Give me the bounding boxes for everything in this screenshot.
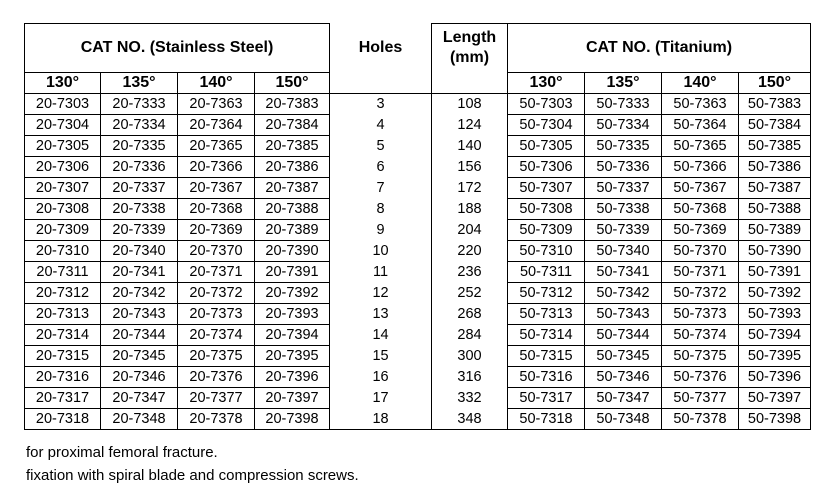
ss-cat-cell: 20-7392	[255, 283, 330, 304]
holes-cell: 12	[330, 283, 432, 304]
ti-cat-cell: 50-7396	[739, 367, 811, 388]
ss-cat-cell: 20-7309	[25, 220, 101, 241]
angle-130: 130°	[25, 73, 101, 94]
table-row	[25, 199, 811, 220]
length-cell: 316	[432, 367, 508, 388]
ti-cat-cell: 50-7395	[739, 346, 811, 367]
length-cell: 156	[432, 157, 508, 178]
ss-cat-cell: 20-7374	[178, 325, 255, 346]
length-cell: 332	[432, 388, 508, 409]
ss-cat-cell: 20-7317	[25, 388, 101, 409]
ti-cat-cell: 50-7368	[662, 199, 739, 220]
ss-cat-cell: 20-7333	[101, 94, 178, 115]
angle-140: 140°	[178, 73, 255, 94]
ss-cat-cell: 20-7318	[25, 409, 101, 430]
ss-cat-cell: 20-7389	[255, 220, 330, 241]
ti-cat-cell: 50-7365	[662, 136, 739, 157]
ss-cat-cell: 20-7307	[25, 178, 101, 199]
ti-angle-135: 135°	[585, 73, 662, 94]
ss-cat-cell: 20-7373	[178, 304, 255, 325]
ti-cat-cell: 50-7316	[508, 367, 585, 388]
ti-cat-cell: 50-7305	[508, 136, 585, 157]
ti-cat-cell: 50-7391	[739, 262, 811, 283]
length-cell: 300	[432, 346, 508, 367]
ti-cat-cell: 50-7345	[585, 346, 662, 367]
ss-cat-cell: 20-7365	[178, 136, 255, 157]
ss-cat-cell: 20-7390	[255, 241, 330, 262]
table-row	[25, 283, 811, 304]
length-cell: 172	[432, 178, 508, 199]
table-row	[25, 346, 811, 367]
ss-cat-cell: 20-7367	[178, 178, 255, 199]
holes-cell: 6	[330, 157, 432, 178]
ti-cat-cell: 50-7306	[508, 157, 585, 178]
table-row	[25, 262, 811, 283]
ss-cat-cell: 20-7342	[101, 283, 178, 304]
ti-cat-cell: 50-7389	[739, 220, 811, 241]
ti-cat-cell: 50-7318	[508, 409, 585, 430]
holes-cell: 7	[330, 178, 432, 199]
ss-cat-cell: 20-7372	[178, 283, 255, 304]
ss-cat-cell: 20-7391	[255, 262, 330, 283]
catalog-table	[24, 23, 811, 430]
ti-cat-cell: 50-7338	[585, 199, 662, 220]
ti-cat-cell: 50-7311	[508, 262, 585, 283]
ti-cat-cell: 50-7304	[508, 115, 585, 136]
ti-cat-cell: 50-7317	[508, 388, 585, 409]
holes-cell: 18	[330, 409, 432, 430]
ss-cat-cell: 20-7395	[255, 346, 330, 367]
ti-cat-cell: 50-7398	[739, 409, 811, 430]
angle-150: 150°	[255, 73, 330, 94]
ti-cat-cell: 50-7339	[585, 220, 662, 241]
length-cell: 188	[432, 199, 508, 220]
ti-cat-cell: 50-7347	[585, 388, 662, 409]
ti-cat-cell: 50-7388	[739, 199, 811, 220]
ss-cat-cell: 20-7335	[101, 136, 178, 157]
ss-cat-cell: 20-7311	[25, 262, 101, 283]
table-row	[25, 388, 811, 409]
ti-cat-cell: 50-7308	[508, 199, 585, 220]
length-header-line1: Length	[442, 29, 497, 47]
ss-cat-cell: 20-7303	[25, 94, 101, 115]
ss-cat-cell: 20-7341	[101, 262, 178, 283]
ti-cat-cell: 50-7335	[585, 136, 662, 157]
ss-cat-cell: 20-7393	[255, 304, 330, 325]
holes-cell: 16	[330, 367, 432, 388]
ti-cat-cell: 50-7334	[585, 115, 662, 136]
table-row	[25, 178, 811, 199]
ss-cat-cell: 20-7346	[101, 367, 178, 388]
ss-cat-cell: 20-7384	[255, 115, 330, 136]
table-row	[25, 94, 811, 115]
ti-cat-cell: 50-7397	[739, 388, 811, 409]
ss-cat-cell: 20-7398	[255, 409, 330, 430]
ti-cat-cell: 50-7374	[662, 325, 739, 346]
holes-cell: 17	[330, 388, 432, 409]
length-cell: 252	[432, 283, 508, 304]
ss-cat-cell: 20-7313	[25, 304, 101, 325]
ti-cat-cell: 50-7340	[585, 241, 662, 262]
ti-angle-140: 140°	[662, 73, 739, 94]
length-cell: 140	[432, 136, 508, 157]
ti-cat-cell: 50-7378	[662, 409, 739, 430]
holes-spacer	[330, 73, 432, 94]
ss-cat-cell: 20-7344	[101, 325, 178, 346]
table-row	[25, 157, 811, 178]
ss-cat-cell: 20-7364	[178, 115, 255, 136]
ti-cat-cell: 50-7307	[508, 178, 585, 199]
ti-cat-cell: 50-7384	[739, 115, 811, 136]
table-row	[25, 409, 811, 430]
ti-cat-cell: 50-7315	[508, 346, 585, 367]
holes-cell: 9	[330, 220, 432, 241]
ti-cat-cell: 50-7390	[739, 241, 811, 262]
ss-cat-cell: 20-7377	[178, 388, 255, 409]
ti-cat-cell: 50-7393	[739, 304, 811, 325]
ss-cat-cell: 20-7371	[178, 262, 255, 283]
ti-cat-cell: 50-7394	[739, 325, 811, 346]
ss-cat-cell: 20-7305	[25, 136, 101, 157]
ss-cat-cell: 20-7369	[178, 220, 255, 241]
ss-cat-cell: 20-7310	[25, 241, 101, 262]
ti-cat-cell: 50-7385	[739, 136, 811, 157]
note-line-2: fixation with spiral blade and compression screws.	[26, 467, 359, 484]
ti-cat-cell: 50-7342	[585, 283, 662, 304]
length-cell: 236	[432, 262, 508, 283]
ss-cat-cell: 20-7336	[101, 157, 178, 178]
ss-cat-cell: 20-7340	[101, 241, 178, 262]
length-cell: 204	[432, 220, 508, 241]
ss-cat-cell: 20-7339	[101, 220, 178, 241]
ti-cat-cell: 50-7348	[585, 409, 662, 430]
ss-cat-cell: 20-7366	[178, 157, 255, 178]
ti-cat-cell: 50-7367	[662, 178, 739, 199]
ti-cat-cell: 50-7377	[662, 388, 739, 409]
ti-cat-cell: 50-7371	[662, 262, 739, 283]
ti-cat-cell: 50-7333	[585, 94, 662, 115]
ss-cat-cell: 20-7315	[25, 346, 101, 367]
titanium-header: CAT NO. (Titanium)	[508, 24, 811, 73]
holes-cell: 10	[330, 241, 432, 262]
ti-cat-cell: 50-7337	[585, 178, 662, 199]
ss-cat-cell: 20-7345	[101, 346, 178, 367]
ss-cat-cell: 20-7396	[255, 367, 330, 388]
ss-cat-cell: 20-7385	[255, 136, 330, 157]
ss-cat-cell: 20-7378	[178, 409, 255, 430]
table-row	[25, 367, 811, 388]
ti-cat-cell: 50-7376	[662, 367, 739, 388]
ss-cat-cell: 20-7304	[25, 115, 101, 136]
ss-cat-cell: 20-7386	[255, 157, 330, 178]
ti-cat-cell: 50-7387	[739, 178, 811, 199]
ss-cat-cell: 20-7308	[25, 199, 101, 220]
ti-cat-cell: 50-7336	[585, 157, 662, 178]
header-row	[25, 24, 811, 73]
angle-row	[25, 73, 811, 94]
ti-cat-cell: 50-7366	[662, 157, 739, 178]
holes-cell: 11	[330, 262, 432, 283]
ti-cat-cell: 50-7303	[508, 94, 585, 115]
ti-cat-cell: 50-7392	[739, 283, 811, 304]
holes-cell: 5	[330, 136, 432, 157]
table-row	[25, 136, 811, 157]
ti-cat-cell: 50-7373	[662, 304, 739, 325]
ti-cat-cell: 50-7313	[508, 304, 585, 325]
ti-cat-cell: 50-7310	[508, 241, 585, 262]
ti-angle-150: 150°	[739, 73, 811, 94]
length-spacer	[432, 73, 508, 94]
ti-cat-cell: 50-7372	[662, 283, 739, 304]
holes-cell: 4	[330, 115, 432, 136]
ti-cat-cell: 50-7386	[739, 157, 811, 178]
ss-cat-cell: 20-7337	[101, 178, 178, 199]
length-cell: 220	[432, 241, 508, 262]
ti-cat-cell: 50-7369	[662, 220, 739, 241]
ss-cat-cell: 20-7383	[255, 94, 330, 115]
holes-cell: 3	[330, 94, 432, 115]
holes-cell: 13	[330, 304, 432, 325]
length-cell: 108	[432, 94, 508, 115]
ti-cat-cell: 50-7344	[585, 325, 662, 346]
ti-cat-cell: 50-7370	[662, 241, 739, 262]
ss-cat-cell: 20-7312	[25, 283, 101, 304]
ss-cat-cell: 20-7387	[255, 178, 330, 199]
ti-cat-cell: 50-7346	[585, 367, 662, 388]
ss-cat-cell: 20-7338	[101, 199, 178, 220]
note-line-1: for proximal femoral fracture.	[26, 444, 218, 461]
ss-cat-cell: 20-7376	[178, 367, 255, 388]
ss-cat-cell: 20-7370	[178, 241, 255, 262]
ss-cat-cell: 20-7306	[25, 157, 101, 178]
ss-cat-cell: 20-7397	[255, 388, 330, 409]
ti-cat-cell: 50-7364	[662, 115, 739, 136]
ti-cat-cell: 50-7383	[739, 94, 811, 115]
ss-cat-cell: 20-7347	[101, 388, 178, 409]
ti-cat-cell: 50-7363	[662, 94, 739, 115]
table-row	[25, 115, 811, 136]
stainless-header: CAT NO. (Stainless Steel)	[25, 24, 330, 73]
table-row	[25, 325, 811, 346]
ss-cat-cell: 20-7375	[178, 346, 255, 367]
ti-cat-cell: 50-7341	[585, 262, 662, 283]
holes-header: Holes	[330, 24, 432, 73]
table-row	[25, 220, 811, 241]
length-cell: 284	[432, 325, 508, 346]
ss-cat-cell: 20-7388	[255, 199, 330, 220]
holes-cell: 15	[330, 346, 432, 367]
ss-cat-cell: 20-7348	[101, 409, 178, 430]
length-header-line2: (mm)	[449, 49, 490, 67]
holes-cell: 8	[330, 199, 432, 220]
length-header	[432, 24, 508, 73]
ti-cat-cell: 50-7375	[662, 346, 739, 367]
table-row	[25, 241, 811, 262]
length-cell: 124	[432, 115, 508, 136]
angle-135: 135°	[101, 73, 178, 94]
ti-cat-cell: 50-7312	[508, 283, 585, 304]
ss-cat-cell: 20-7314	[25, 325, 101, 346]
ss-cat-cell: 20-7316	[25, 367, 101, 388]
holes-cell: 14	[330, 325, 432, 346]
length-cell: 268	[432, 304, 508, 325]
length-cell: 348	[432, 409, 508, 430]
ss-cat-cell: 20-7394	[255, 325, 330, 346]
ss-cat-cell: 20-7368	[178, 199, 255, 220]
ti-cat-cell: 50-7309	[508, 220, 585, 241]
ss-cat-cell: 20-7334	[101, 115, 178, 136]
table-row	[25, 304, 811, 325]
ti-cat-cell: 50-7314	[508, 325, 585, 346]
ti-angle-130: 130°	[508, 73, 585, 94]
ss-cat-cell: 20-7363	[178, 94, 255, 115]
ti-cat-cell: 50-7343	[585, 304, 662, 325]
ss-cat-cell: 20-7343	[101, 304, 178, 325]
